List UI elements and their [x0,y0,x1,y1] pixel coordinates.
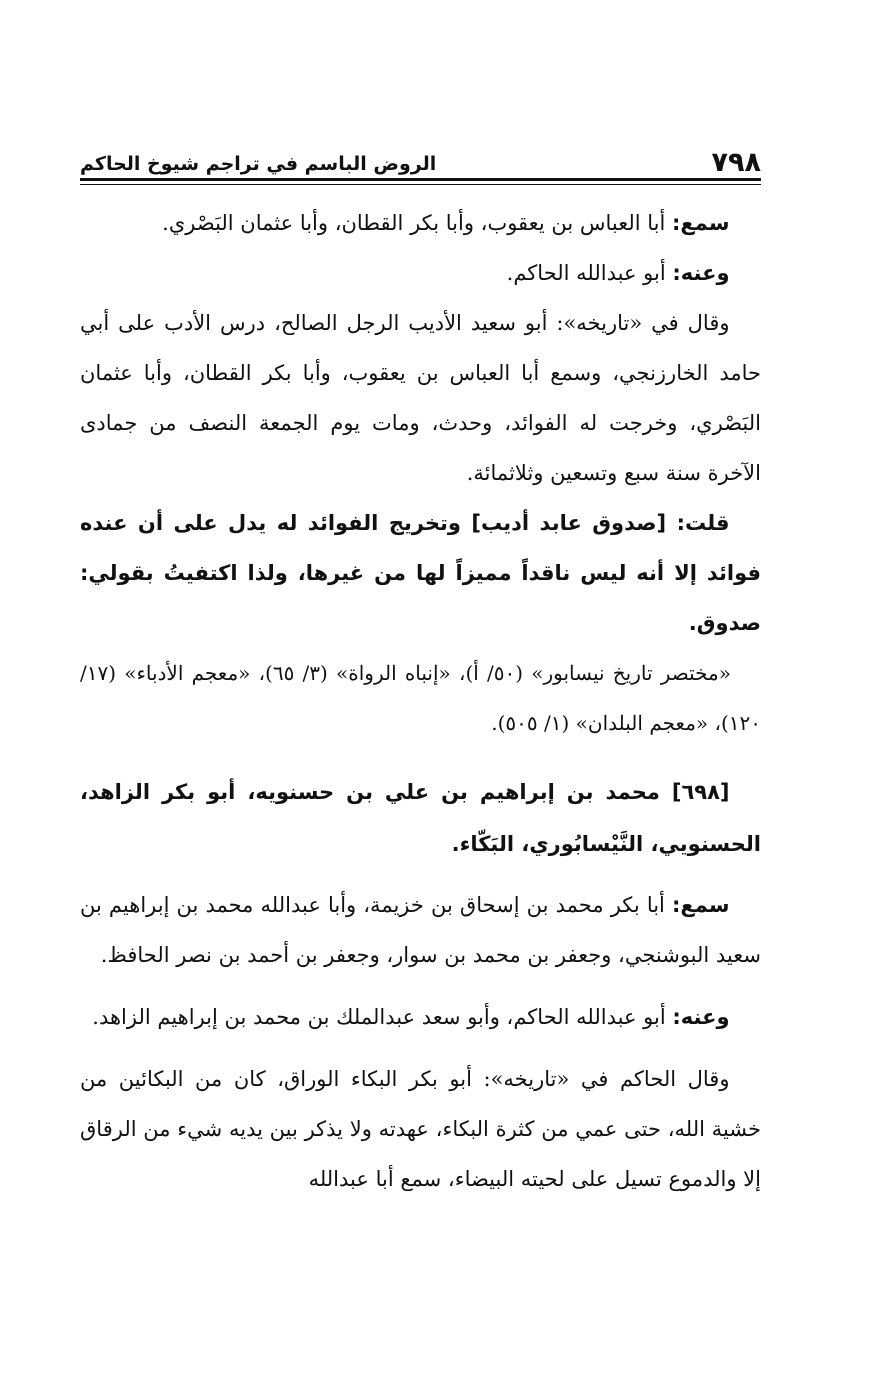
from-label: وعنه: [672,1005,730,1029]
verdict-label: قلت: [676,511,730,535]
header-rule-thick [80,178,761,181]
heard-label: سمع: [672,893,730,917]
running-title: الروض الباسم في تراجم شيوخ الحاكم [80,153,437,175]
prev-from-paragraph [80,248,761,298]
from-label: وعنه: [672,261,730,285]
entry-heading: [٦٩٨] محمد بن إبراهيم بن علي بن حسنويه، أبو بكر الزاهد، الحسنويي، النَّيْسابُوري، البَكّاء. [80,780,761,856]
prev-history-paragraph: وقال في «تاريخه»: أبو سعيد الأديب الرجل الصالح، درس الأدب على أبي حامد الخارزنجي، وسمع أبا العباس بن يعقوب، وأبا بكر القطان، وأبا عثمان البَصْري، وخرجت له الفوائد، وحدث، ومات يوم الجمعة النصف من جمادى الآخرة سنة سبع وتسعين وثلاثمائة. [80,311,761,485]
verdict-text: [صدوق عابد أديب] وتخريج الفوائد له يدل على أن عنده فوائد إلا أنه ليس ناقداً مميزاً لها من غيرها، ولذا اكتفيتُ بقولي: صدوق. [80,511,761,635]
page-number: ٧٩٨ [711,147,761,178]
page-header [80,136,761,176]
prev-references: «مختصر تاريخ نيسابور» (٥٠/ أ)، «إنباه الرواة» (٣/ ٦٥)، «معجم الأدباء» (١٧/ ١٢٠)، «معجم البلدان» (١/ ٥٠٥). [80,661,761,735]
from-text: أبو عبدالله الحاكم، وأبو سعد عبدالملك بن محمد بن إبراهيم الزاهد. [92,1005,666,1029]
prev-heard-paragraph [80,198,761,248]
heard-text: أبا العباس بن يعقوب، وأبا بكر القطان، وأبا عثمان البَصْري. [162,211,666,235]
page-body [80,198,761,1204]
entry-from-paragraph [80,992,761,1042]
heard-text: أبا بكر محمد بن إسحاق بن خزيمة، وأبا عبدالله محمد بن إبراهيم بن سعيد البوشنجي، وجعفر بن محمد بن سوار، وجعفر بن أحمد بن نصر الحافظ. [80,893,761,967]
entry-history-paragraph: وقال الحاكم في «تاريخه»: أبو بكر البكاء الوراق، كان من البكائين من خشية الله، حتى عمي من كثرة البكاء، عهدته ولا يذكر بين يديه شيء من الرقاق إلا والدموع تسيل على لحيته البيضاء، سمع أبا عبدالله [80,1067,761,1191]
from-text: أبو عبدالله الحاكم. [506,261,666,285]
header-rule-thin [80,184,761,185]
heard-label: سمع: [672,211,730,235]
entry-heard-paragraph [80,880,761,980]
prev-verdict-paragraph [80,498,761,648]
